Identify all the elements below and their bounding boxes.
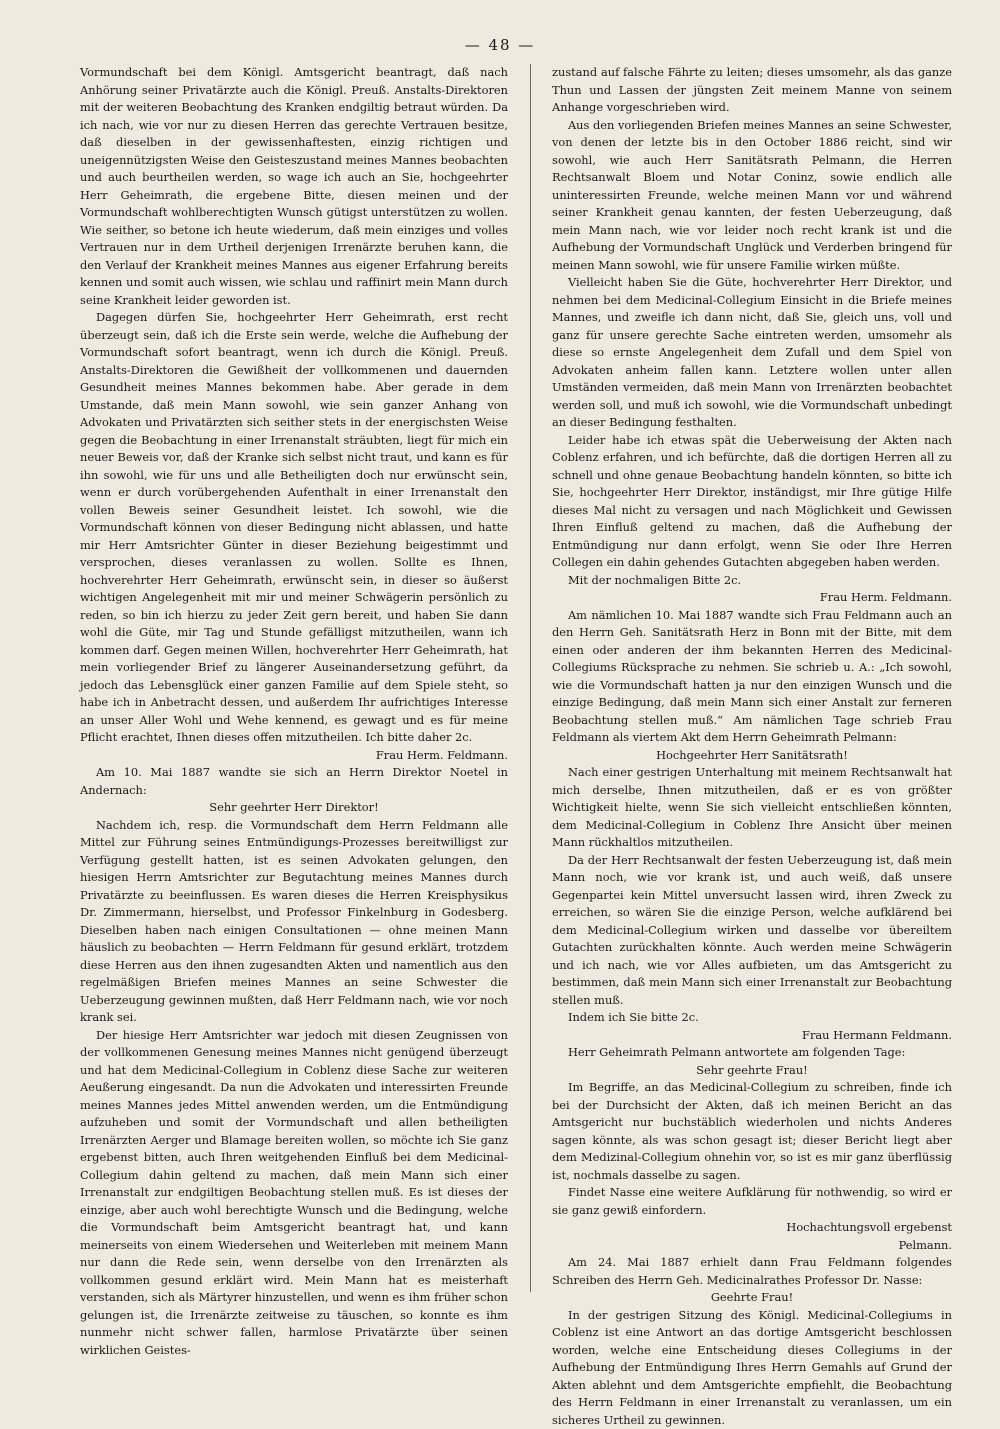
paragraph: Mit der nochmaligen Bitte 2c. <box>552 572 952 590</box>
paragraph: Geehrte Frau! <box>552 1289 952 1307</box>
paragraph: Indem ich Sie bitte 2c. <box>552 1009 952 1027</box>
paragraph: Sehr geehrte Frau! <box>552 1062 952 1080</box>
paragraph: Im Begriffe, an das Medicinal-Collegium zu schreiben, finde ich bei der Durchsicht der Akten, daß ich meinen Bericht an das Amtsgericht nur buchstäblich wiederholen und nichts Anderes sagen könnte, als was schon gesagt ist; dieser Bericht liegt aber dem Medizinal-Collegium ohnehin vor, so ist es mir ganz überflüssig ist, nochmals dasselbe zu sagen. <box>552 1079 952 1184</box>
paragraph: Am 10. Mai 1887 wandte sie sich an Herrn Direktor Noetel in Andernach: <box>80 764 508 799</box>
column-divider <box>530 64 531 1292</box>
paragraph: Pelmann. <box>552 1237 952 1255</box>
paragraph: Aus den vorliegenden Briefen meines Mannes an seine Schwester, von denen der letzte bis in den October 1886 reicht, sind wir sowohl, wie auch Herr Sanitätsrath Pelmann, die Herren Rechtsanwalt Bloem und Notar Coninz, sowie endlich alle uninteressirten Freunde, welche meinen Mann vor und während seiner Krankheit genau kannten, der festen Ueberzeugung, daß mein Mann nach, wie vor leider noch recht krank ist und die Aufhebung der Vormundschaft Unglück und Verderben bringend für meinen Mann sowohl, wie für unsere Familie wirken müßte. <box>552 117 952 275</box>
paragraph: Leider habe ich etwas spät die Ueberweisung der Akten nach Coblenz erfahren, und ich befürchte, daß die dortigen Herren all zu schnell und ohne genaue Beobachtung handeln könnten, so bitte ich Sie, hochgeehrter Herr Direktor, inständigst, mir Ihre gütige Hilfe dieses Mal nicht zu versagen und nach Möglichkeit und Gewissen Ihren Einfluß geltend zu machen, daß die Aufhebung der Entmündigung nur dann erfolgt, wenn Sie oder Ihre Herren Collegen ein dahin gehendes Gutachten abgegeben haben werden. <box>552 432 952 572</box>
paragraph: Dagegen dürfen Sie, hochgeehrter Herr Geheimrath, erst recht überzeugt sein, daß ich die Erste sein werde, welche die Aufhebung der Vormundschaft sofort beantragt, wenn ich durch die Königl. Preuß. Anstalts-Direktoren die Gewißheit der vollkommenen und dauernden Gesundheit meines Mannes bekommen habe. Aber gerade in dem Umstande, daß mein Mann sowohl, wie sein ganzer Anhang von Advokaten und Privatärzten sich seither stets in der energischsten Weise gegen die Beobachtung in einer Irrenanstalt sträubten, liegt für mich ein neuer Beweis vor, daß der Kranke sich selbst nicht traut, und kann es für ihn sowohl, wie für uns und alle Betheiligten doch nur erwünscht sein, wenn er durch vorübergehenden Aufenthalt in einer Irrenanstalt den vollen Beweis seiner Gesundheit leistet. Ich sowohl, wie die Vormundschaft können von dieser Bedingung nicht ablassen, und hatte mir Herr Amtsrichter Günter in dieser Beziehung beigestimmt und versprochen, dieses veranlassen zu wollen. Sollte es Ihnen, hochverehrter Herr Geheimrath, erwünscht sein, in dieser so äußerst wichtigen Angelegenheit mit mir und meiner Schwägerin persönlich zu reden, so bin ich hierzu zu jeder Zeit gern bereit, und haben Sie dann wohl die Güte, mir Tag und Stunde gefälligst mitzutheilen, wann ich kommen darf. Gegen meinen Willen, hochverehrter Herr Geheimrath, hat mein vorliegender Brief zu längerer Auseinandersetzung geführt, da jedoch das Lebensglück einer ganzen Familie auf dem Spiele steht, so habe ich in Anbetracht dessen, und außerdem Ihr aufrichtiges Interesse an unser Aller Wohl und Wehe kennend, es gewagt und es für meine Pflicht erachtet, Ihnen dieses offen mitzutheilen. Ich bitte daher 2c. <box>80 309 508 747</box>
paragraph: Am nämlichen 10. Mai 1887 wandte sich Frau Feldmann auch an den Herrn Geh. Sanitätsrath Herz in Bonn mit der Bitte, mit dem einen oder anderen der ihm bekannten Herren des Medicinal-Collegiums Rücksprache zu nehmen. Sie schrieb u. A.: „Ich sowohl, wie die Vormundschaft hatten ja nur den einzigen Wunsch und die einzige Bedingung, daß mein Mann sich einer Anstalt zur ferneren Beobachtung stellen muß.“ Am nämlichen Tage schrieb Frau Feldmann als viertem Akt dem Herrn Geheimrath Pelmann: <box>552 607 952 747</box>
paragraph: Der hiesige Herr Amtsrichter war jedoch mit diesen Zeugnissen von der vollkommenen Genesung meines Mannes nicht genügend überzeugt und hat dem Medicinal-Collegium in Coblenz diese Sache zur weiteren Aeußerung eingesandt. Da nun die Advokaten und interessirten Freunde meines Mannes jedes Mittel anwenden werden, um die Entmündigung aufzuheben und somit der Vormundschaft und allen betheiligten Irrenärzten Aerger und Blamage bereiten wollen, so möchte ich Sie ganz ergebenst bitten, auch Ihren weitgehenden Einfluß bei dem Medicinal-Collegium dahin geltend zu machen, daß mein Mann sich einer Irrenanstalt zur endgiltigen Beobachtung stellen muß. Es ist dieses der einzige, aber auch wohl berechtigte Wunsch und die Bedingung, welche die Vormundschaft beim Amtsgericht beantragt hat, und kann meinerseits von einem Wiedersehen und Weiterleben mit meinem Mann nur dann die Rede sein, wenn derselbe von den Irrenärzten als vollkommen gesund erklärt wird. Mein Mann hat es meisterhaft verstanden, sich als Märtyrer hinzustellen, und wenn es ihm früher schon gelungen ist, die Irrenärzte zeitweise zu täuschen, so konnte es ihm nunmehr nicht schwer fallen, harmlose Privatärzte über seinen wirklichen Geistes- <box>80 1027 508 1360</box>
paragraph: zustand auf falsche Fährte zu leiten; dieses umsomehr, als das ganze Thun und Lassen der jüngsten Zeit meinem Manne von seinem Anhange vorgeschrieben wird. <box>552 64 952 117</box>
paragraph: Vielleicht haben Sie die Güte, hochverehrter Herr Direktor, und nehmen bei dem Medicinal-Collegium Einsicht in die Briefe meines Mannes, und zweifle ich dann nicht, daß Sie, gleich uns, voll und ganz für unsere gerechte Sache eintreten werden, umsomehr als diese so ernste Angelegenheit dem Zufall und dem Spiel von Advokaten anheim fallen kann. Letztere wollen unter allen Umständen vermeiden, daß mein Mann von Irrenärzten beobachtet werden soll, und muß ich sowohl, wie die Vormundschaft unbedingt an dieser Bedingung festhalten. <box>552 274 952 432</box>
paragraph: Herr Geheimrath Pelmann antwortete am folgenden Tage: <box>552 1044 952 1062</box>
paragraph: Vormundschaft bei dem Königl. Amtsgericht beantragt, daß nach Anhörung seiner Privatärzte auch die Königl. Preuß. Anstalts-Direktoren mit der weiteren Beobachtung des Kranken endgiltig betraut würden. Da ich nach, wie vor nur zu diesen Herren das gerechte Vertrauen besitze, daß dieselben in der gewissenhaftesten, einzig richtigen und uneigennützigsten Weise den Geisteszustand meines Mannes beobachten und auch beurtheilen werden, so wage ich auch an Sie, hochgeehrter Herr Geheimrath, die ergebene Bitte, diesen meinen und der Vormundschaft wohlberechtigten Wunsch gütigst unterstützen zu wollen. Wie seither, so betone ich heute wiederum, daß mein einziges und volles Vertrauen nur in dem Urtheil derjenigen Irrenärzte beruhen kann, die den Verlauf der Krankheit meines Mannes aus eigener Erfahrung bereits kennen und somit auch wissen, wie schlau und raffinirt mein Mann durch seine Krankheit leider geworden ist. <box>80 64 508 309</box>
paragraph: Da der Herr Rechtsanwalt der festen Ueberzeugung ist, daß mein Mann noch, wie vor krank ist, und auch weiß, daß unsere Gegenpartei kein Mittel unversucht lassen wird, ihren Zweck zu erreichen, so wären Sie die einzige Person, welche aufklärend bei dem Medicinal-Collegium wirken und dasselbe vor übereiltem Gutachten zurückhalten könnte. Auch werden meine Schwägerin und ich nach, wie vor Alles aufbieten, um das Amtsgericht zu bestimmen, daß mein Mann sich einer Irrenanstalt zur Beobachtung stellen muß. <box>552 852 952 1010</box>
paragraph: Am 24. Mai 1887 erhielt dann Frau Feldmann folgendes Schreiben des Herrn Geh. Medicinalrathes Professor Dr. Nasse: <box>552 1254 952 1289</box>
page-number: — 48 — <box>0 36 1000 54</box>
paragraph: Frau Herm. Feldmann. <box>80 747 508 765</box>
paragraph: Nachdem ich, resp. die Vormundschaft dem Herrn Feldmann alle Mittel zur Führung seines Entmündigungs-Prozesses bereitwilligst zur Verfügung gestellt hatten, ist es seinen Advokaten gelungen, den hiesigen Herrn Amtsrichter zur Begutachtung meines Mannes durch Privatärzte zu beeinflussen. Es waren dieses die Herren Kreisphysikus Dr. Zimmermann, hierselbst, und Professor Finkelnburg in Godesberg. Dieselben haben nach einigen Consultationen — ohne meinen Mann häuslich zu beobachten — Herrn Feldmann für gesund erklärt, trotzdem diese Herren aus den ihnen zugesandten Akten und namentlich aus den regelmäßigen Briefen meines Mannes an seine Schwester die Ueberzeugung gewinnen mußten, daß Herr Feldmann nach, wie vor noch krank sei. <box>80 817 508 1027</box>
paragraph: Sehr geehrter Herr Direktor! <box>80 799 508 817</box>
paragraph: In der gestrigen Sitzung des Königl. Medicinal-Collegiums in Coblenz ist eine Antwort an das dortige Amtsgericht beschlossen worden, welche eine Entscheidung dieses Collegiums in der Aufhebung der Entmündigung Ihres Herrn Gemahls auf Grund der Akten ablehnt und dem Amtsgerichte empfiehlt, die Beobachtung des Herrn Feldmann in einer Irrenanstalt zu veranlassen, um ein sicheres Urtheil zu gewinnen. <box>552 1307 952 1429</box>
right-column <box>552 64 952 1292</box>
paragraph: Frau Herm. Feldmann. <box>552 589 952 607</box>
paragraph: Hochgeehrter Herr Sanitätsrath! <box>552 747 952 765</box>
paragraph: Nach einer gestrigen Unterhaltung mit meinem Rechtsanwalt hat mich derselbe, Ihnen mitzutheilen, daß er es von größter Wichtigkeit hielte, wenn Sie sich vielleicht entschließen könnten, dem Medicinal-Collegium in Coblenz Ihre Ansicht über meinen Mann rückhaltlos mitzutheilen. <box>552 764 952 852</box>
paragraph: Hochachtungsvoll ergebenst <box>552 1219 952 1237</box>
paragraph: Findet Nasse eine weitere Aufklärung für nothwendig, so wird er sie ganz gewiß einfordern. <box>552 1184 952 1219</box>
left-column <box>80 64 508 1292</box>
paragraph: Frau Hermann Feldmann. <box>552 1027 952 1045</box>
